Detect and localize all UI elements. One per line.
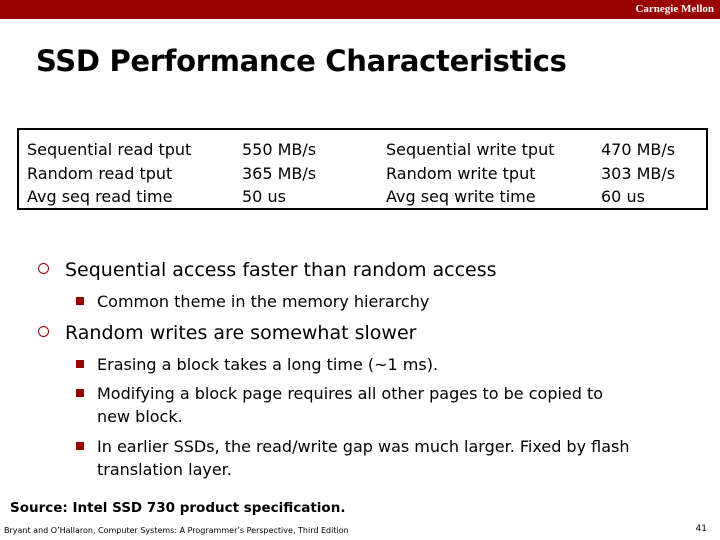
- spec-table: [17, 128, 708, 210]
- spec-value: 50 us: [242, 187, 286, 206]
- spec-value: 550 MB/s: [242, 140, 317, 159]
- square-bullet-icon: [76, 297, 84, 305]
- spec-label: Sequential read tput: [27, 140, 192, 159]
- spec-label: Avg seq write time: [386, 187, 536, 206]
- footer-citation: Bryant and O’Hallaron, Computer Systems: A Programmer’s Perspective, Third Edition: [4, 526, 349, 535]
- bullet-text: Sequential access faster than random access: [65, 259, 497, 281]
- circle-bullet-icon: [38, 263, 49, 274]
- spec-value: 60 us: [601, 187, 645, 206]
- spec-label: Random write tput: [386, 163, 536, 183]
- source-note: Source: Intel SSD 730 product specification.: [10, 500, 346, 516]
- sub-bullet-text: Common theme in the memory hierarchy: [97, 292, 430, 311]
- sub-bullet-item: [97, 382, 637, 428]
- page-number: 41: [695, 524, 707, 534]
- spec-label: Avg seq read time: [27, 187, 173, 206]
- sub-bullet-text: In earlier SSDs, the read/write gap was much larger. Fixed by flash translation layer.: [97, 437, 630, 479]
- sub-bullet-text: Modifying a block page requires all other pages to be copied to new block.: [97, 384, 604, 426]
- spec-value: 365 MB/s: [242, 163, 317, 183]
- sub-bullet-item: [97, 353, 657, 376]
- header-bar: [0, 0, 720, 19]
- read-values-column: [242, 138, 316, 209]
- write-values-column: [601, 138, 675, 209]
- spec-label: Sequential write tput: [386, 140, 555, 159]
- sub-bullet-item: [97, 435, 657, 481]
- bullet-text: Random writes are somewhat slower: [65, 322, 417, 344]
- spec-value: 303 MB/s: [601, 163, 676, 183]
- brand-label: Carnegie Mellon: [635, 3, 714, 15]
- spec-label: Random read tput: [27, 163, 173, 183]
- read-labels-column: [27, 138, 191, 209]
- circle-bullet-icon: [38, 326, 49, 337]
- write-labels-column: [386, 138, 555, 209]
- slide-title: SSD Performance Characteristics: [36, 44, 567, 78]
- square-bullet-icon: [76, 389, 84, 397]
- spec-value: 470 MB/s: [601, 140, 676, 159]
- sub-bullet-item: [97, 290, 697, 313]
- square-bullet-icon: [76, 442, 84, 450]
- sub-bullet-text: Erasing a block takes a long time (~1 ms).: [97, 355, 439, 374]
- square-bullet-icon: [76, 360, 84, 368]
